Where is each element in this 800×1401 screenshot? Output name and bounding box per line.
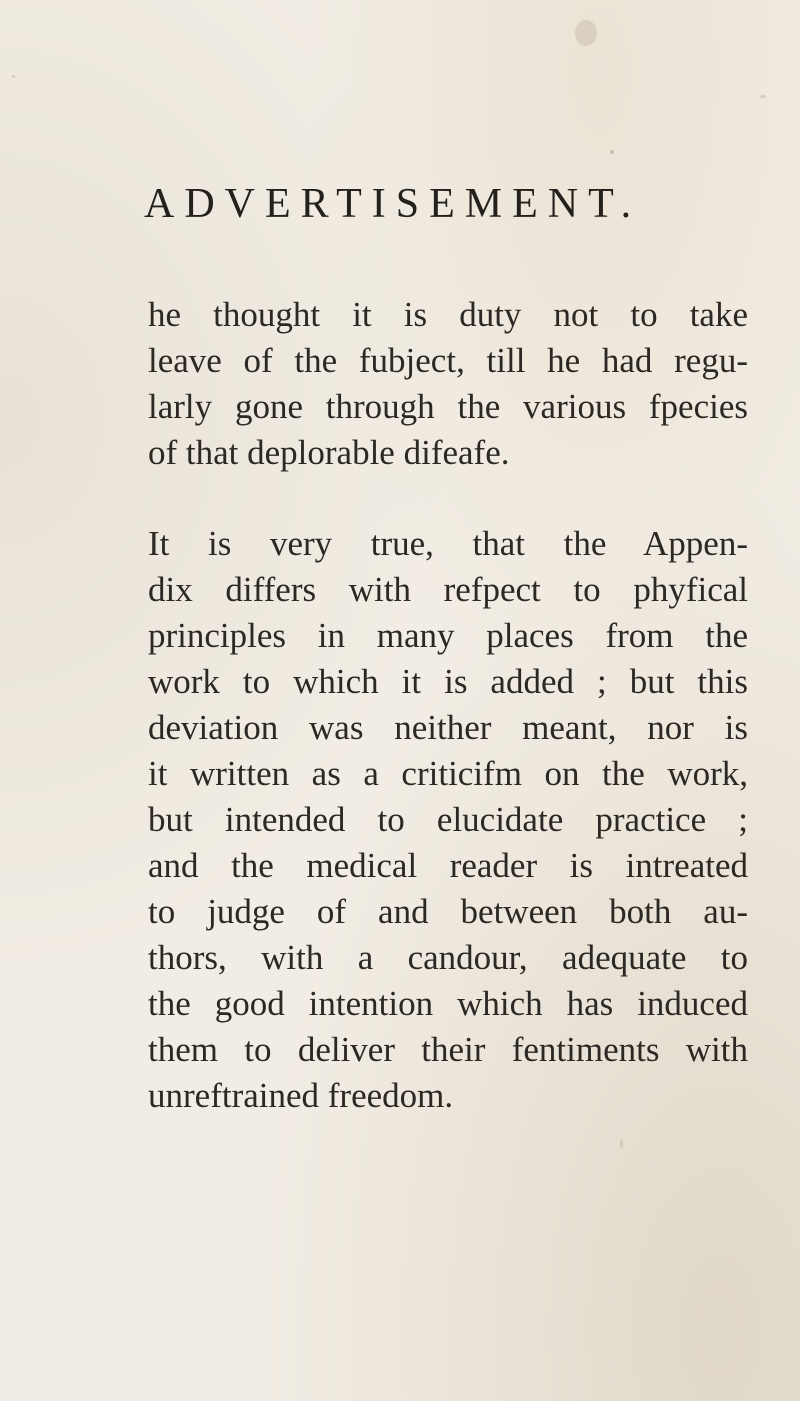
text-line: work to which it is added ; but this	[148, 662, 748, 701]
text-line: deviation was neither meant, nor is	[148, 708, 748, 747]
text-line: thors, with a candour, adequate to	[148, 938, 748, 977]
text-line: larly gone through the various fpecies	[148, 387, 748, 426]
page-heading: ADVERTISEMENT.	[144, 181, 642, 227]
text-line: unreftrained freedom.	[148, 1076, 454, 1115]
paragraph-2	[148, 521, 748, 1119]
text-line: and the medical reader is intreated	[148, 846, 748, 885]
paragraph-1	[148, 292, 748, 476]
text-line: it written as a criticifm on the work,	[148, 754, 748, 793]
paper-speck	[620, 1140, 623, 1148]
text-line: of that deplorable difeafe.	[148, 433, 510, 472]
text-line: leave of the fubject, till he had regu-	[148, 341, 748, 380]
text-line: them to deliver their fentiments with	[148, 1030, 748, 1069]
paper-speck	[760, 95, 766, 98]
text-line: to judge of and between both au-	[148, 892, 748, 931]
paper-speck	[12, 75, 15, 78]
text-line: he thought it is duty not to take	[148, 295, 748, 334]
paper-speck	[575, 20, 597, 46]
paper-speck	[610, 150, 614, 154]
text-line: principles in many places from the	[148, 616, 748, 655]
text-line: It is very true, that the Appen-	[148, 524, 748, 563]
text-line: but intended to elucidate practice ;	[148, 800, 748, 839]
text-line: dix differs with refpect to phyfical	[148, 570, 748, 609]
text-line: the good intention which has induced	[148, 984, 748, 1023]
